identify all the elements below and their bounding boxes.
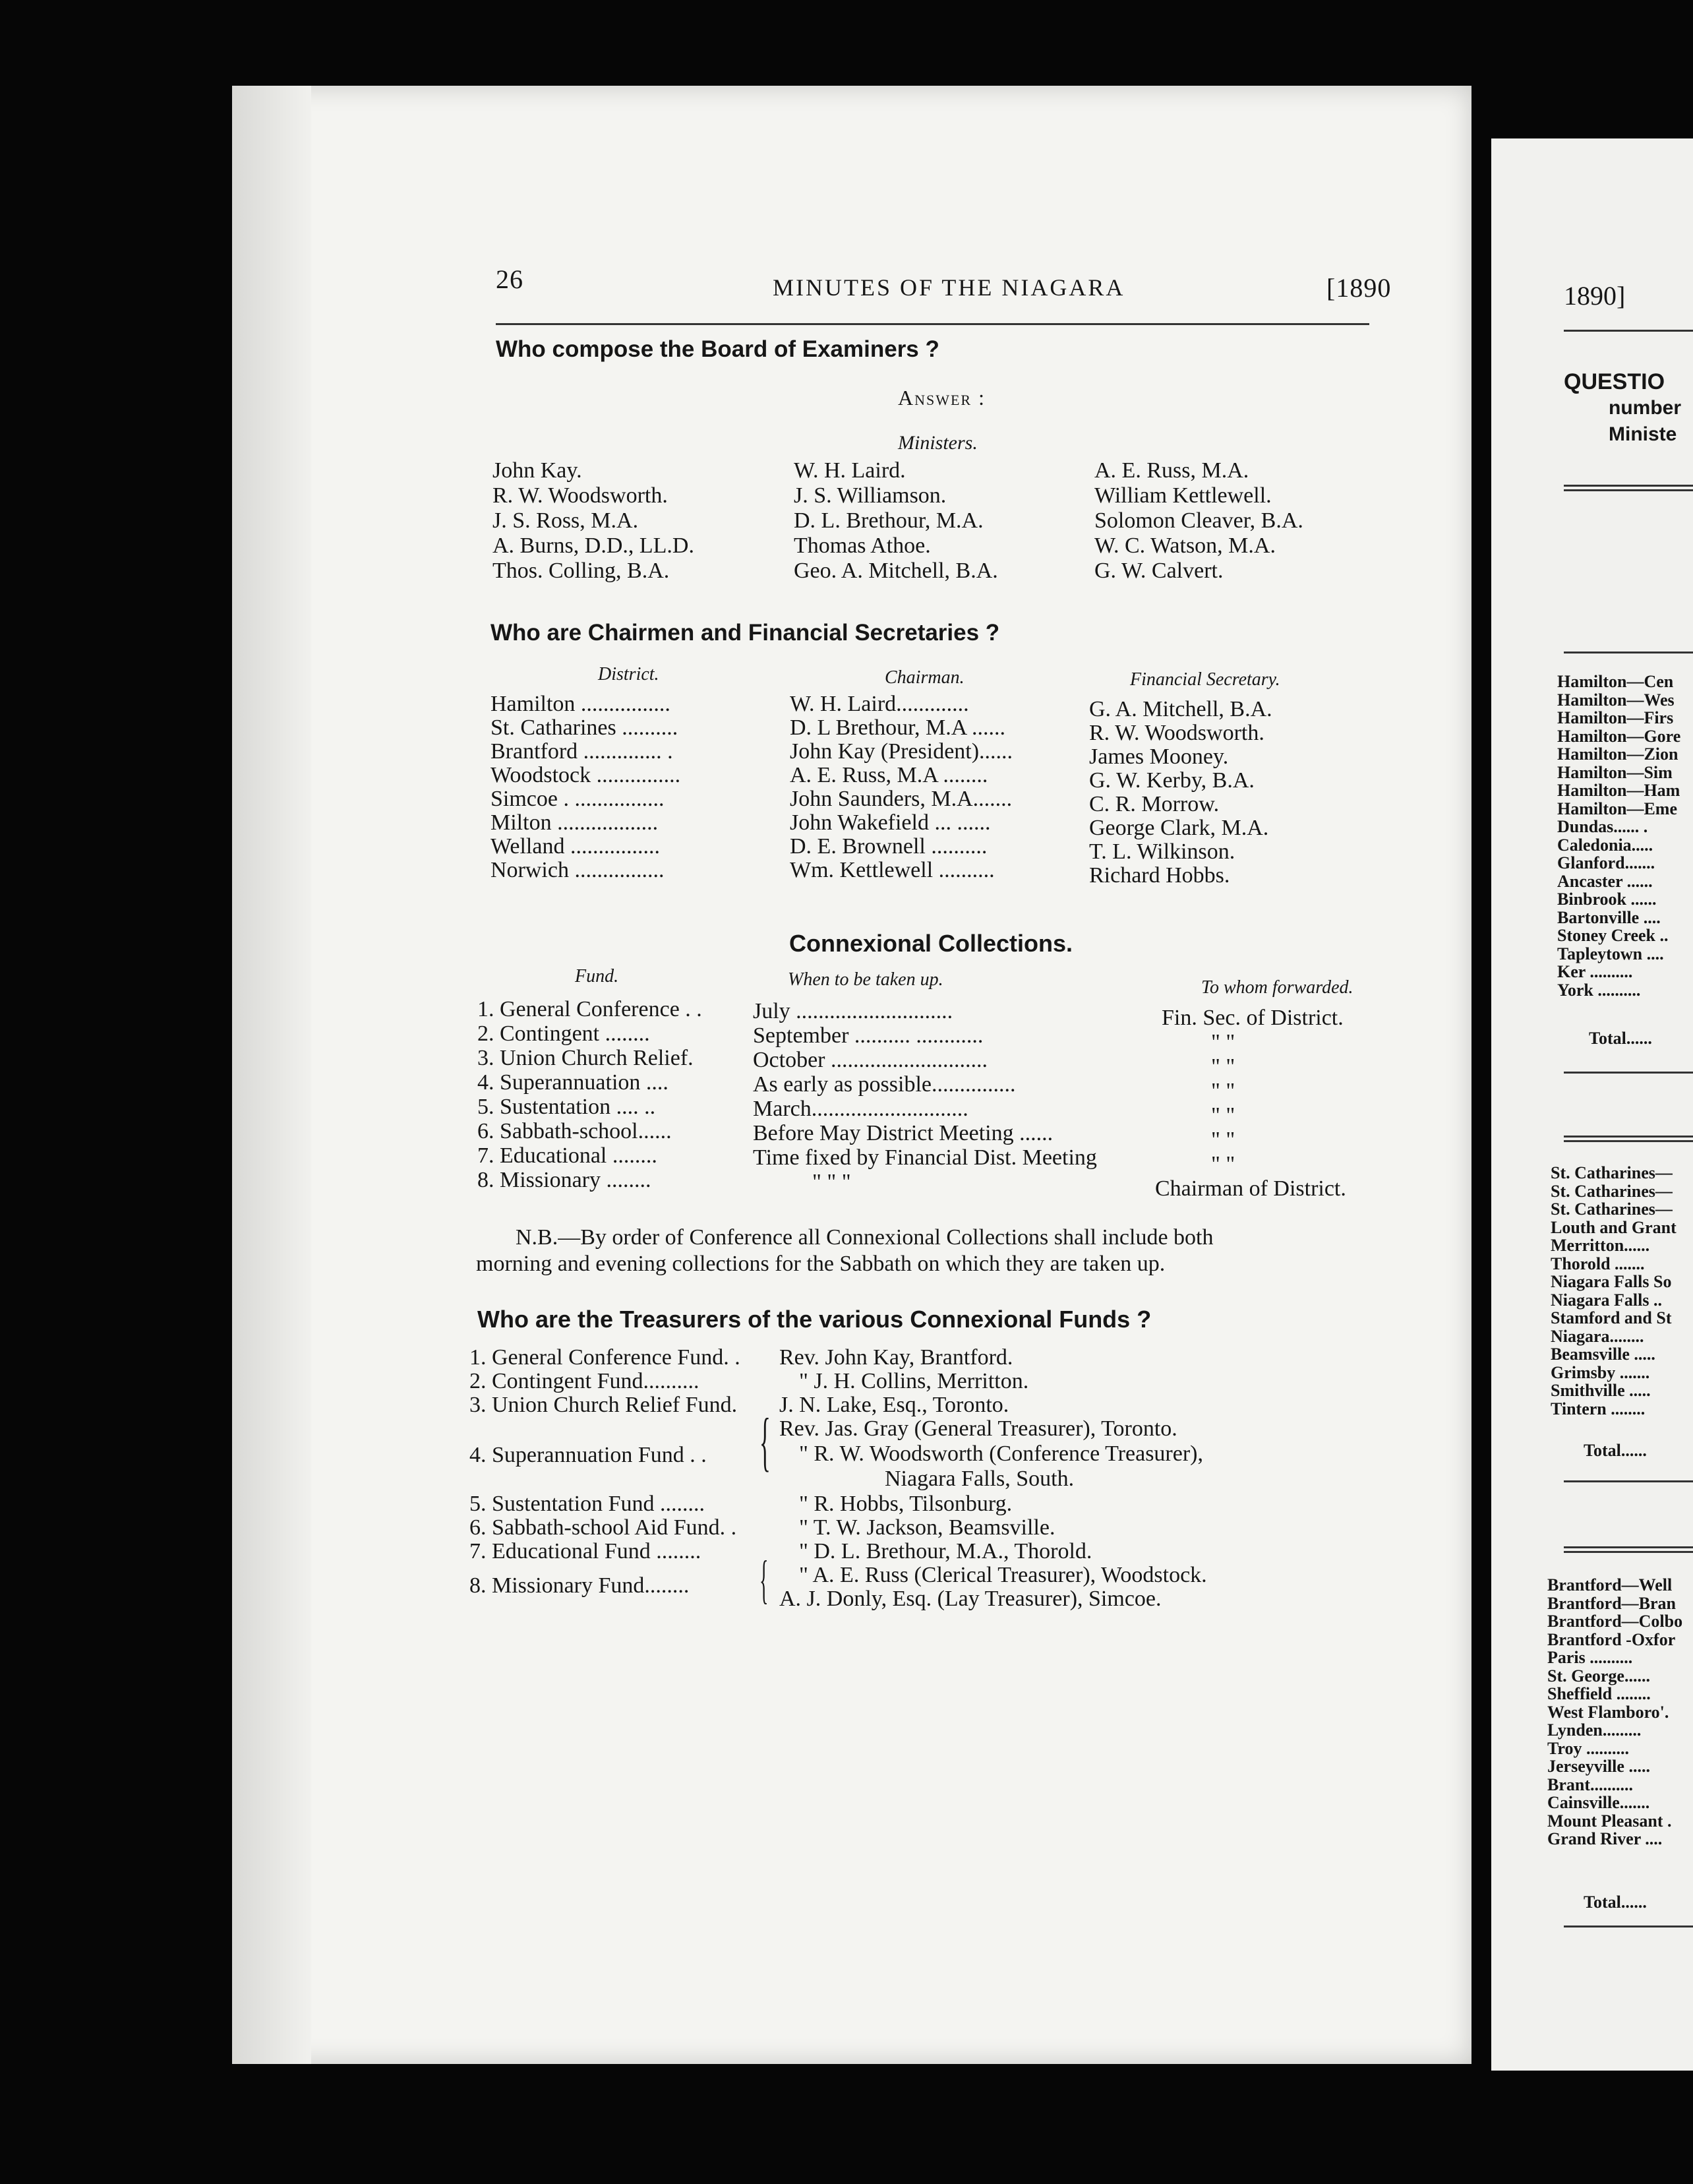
district-name: Welland ................ [490,834,660,859]
when-header: When to be taken up. [788,969,943,990]
circuit-name: Tapleytown .... [1557,944,1664,963]
district-name: Milton .................. [490,810,659,835]
chairmen-question: Who are Chairmen and Financial Secretaries ? [490,620,1000,646]
treasurers-question: Who are the Treasurers of the various Connexional Funds ? [477,1306,1152,1333]
to-whom-value: " " [1211,1030,1235,1054]
circuit-name: Lynden......... [1547,1720,1642,1740]
chairman-header: Chairman. [885,667,965,688]
right-double-rule [1564,1546,1693,1553]
circuit-name: Troy .......... [1547,1738,1629,1758]
examiner-name: Geo. A. Mitchell, B.A. [794,559,998,583]
chairman-name: A. E. Russ, M.A ........ [790,763,988,787]
circuit-name: Hamilton—Firs [1557,708,1674,727]
circuit-name: Hamilton—Gore [1557,726,1681,746]
circuit-name: Thorold ....... [1551,1254,1645,1273]
examiner-name: Thos. Colling, B.A. [492,559,670,583]
secretary-name: G. W. Kerby, B.A. [1089,768,1255,793]
nb-note-line1: N.B.—By order of Conference all Connexional Collections shall include both [516,1225,1214,1250]
chairmen-districts [490,692,680,882]
treasurer-name: " D. L. Brethour, M.A., Thorold. [799,1539,1092,1563]
circuit-name: Ancaster ...... [1557,871,1653,891]
when-value: Time fixed by Financial Dist. Meeting [753,1145,1097,1170]
examiners-col2 [794,458,998,584]
right-page [1491,138,1693,2071]
district-name: Woodstock ............... [490,763,681,787]
treasurer-name: Niagara Falls, South. [885,1467,1075,1491]
treasurer-fund: 3. Union Church Relief Fund. [469,1393,738,1417]
brace-icon: { [759,1405,771,1478]
chairman-name: D. L Brethour, M.A ...... [790,715,1005,740]
when-value: " " " [812,1170,851,1194]
when-value: October ............................ [753,1048,988,1072]
brace-icon: { [759,1551,769,1609]
right-double-rule [1564,485,1693,491]
right-header-rule [1564,330,1693,332]
circuit-name: Bartonville .... [1557,907,1661,927]
right-group2 [1551,1164,1677,1418]
examiner-name: G. W. Calvert. [1094,559,1224,583]
circuit-name: Brantford—Well [1547,1575,1673,1594]
circuit-name: Dundas...... . [1557,817,1648,836]
circuit-name: Hamilton—Zion [1557,744,1678,764]
circuit-name: Niagara........ [1551,1326,1644,1346]
secretary-name: C. R. Morrow. [1089,792,1220,816]
circuit-name: Hamilton—Wes [1557,690,1675,710]
circuit-name: Stoney Creek .. [1557,926,1669,945]
circuit-name: Grimsby ....... [1551,1362,1650,1382]
treasurer-name: J. N. Lake, Esq., Toronto. [779,1393,1009,1417]
right-rule [1564,1072,1693,1074]
treasurer-fund: 5. Sustentation Fund ........ [469,1492,705,1516]
header-year: [1890 [1326,273,1392,303]
nb-note-line2: morning and evening collections for the Sabbath on which they are taken up. [476,1252,1166,1276]
examiner-name: Thomas Athoe. [794,533,931,558]
treasurer-name: " J. H. Collins, Merritton. [799,1369,1029,1393]
ministers-label: Ministers. [898,432,978,454]
chairman-name: D. E. Brownell .......... [790,834,988,859]
examiner-name: W. C. Watson, M.A. [1094,533,1276,558]
treasurer-fund: 1. General Conference Fund. . [469,1345,740,1370]
district-name: Simcoe . ................ [490,787,665,811]
treasurer-fund: 2. Contingent Fund.......... [469,1369,699,1393]
chairman-name: Wm. Kettlewell .......... [790,858,995,882]
circuit-name: Hamilton—Cen [1557,672,1674,691]
fund-name: 2. Contingent ........ [477,1021,650,1046]
circuit-name: Glanford....... [1557,853,1655,872]
district-header: District. [598,664,659,684]
circuit-name: Hamilton—Sim [1557,762,1673,782]
examiner-name: W. H. Laird. [794,458,906,483]
examiner-name: A. E. Russ, M.A. [1094,458,1249,483]
right-group3 [1547,1576,1682,1848]
circuit-name: Brantford—Bran [1547,1593,1676,1613]
right-heading-line1: QUESTIO [1564,369,1665,394]
fund-name: 3. Union Church Relief. [477,1046,694,1070]
circuit-name: Caledonia..... [1557,835,1653,855]
examiners-col3 [1094,458,1303,584]
circuit-name: Cainsville....... [1547,1793,1650,1812]
secretary-name: George Clark, M.A. [1089,816,1269,840]
treasurer-name: " R. Hobbs, Tilsonburg. [799,1492,1013,1516]
to-whom-value: " " [1211,1079,1235,1103]
secretary-name: Richard Hobbs. [1089,863,1230,888]
right-total-1: Total...... [1589,1029,1652,1048]
treasurer-name: " A. E. Russ (Clerical Treasurer), Woodstock. [799,1563,1207,1587]
fund-name: 4. Superannuation .... [477,1070,668,1095]
circuit-name: Brantford -Oxfor [1547,1629,1676,1649]
circuit-name: Brant.......... [1547,1774,1633,1794]
secretary-name: T. L. Wilkinson. [1089,839,1235,864]
district-name: St. Catharines .......... [490,715,678,740]
when-value: March............................ [753,1097,968,1121]
chairmen-names [790,692,1013,882]
right-heading-line2: number [1609,397,1682,419]
to-whom-value: " " [1211,1103,1235,1128]
circuit-name: St. Catharines— [1551,1181,1673,1201]
right-group1 [1557,673,1680,999]
secretary-header: Financial Secretary. [1130,669,1280,690]
circuit-name: Grand River .... [1547,1829,1663,1848]
examiners-col1 [492,458,694,584]
secretary-name: R. W. Woodsworth. [1089,721,1264,745]
secretaries [1089,698,1272,888]
to-whom-value: " " [1211,1128,1235,1152]
treasurer-fund: 8. Missionary Fund........ [469,1573,690,1598]
left-page [232,86,1471,2064]
circuit-name: Paris .......... [1547,1648,1633,1667]
when-value: July ............................ [753,999,953,1023]
treasurer-name: Rev. Jas. Gray (General Treasurer), Toronto. [779,1416,1177,1441]
collections-to-whom [1155,1006,1346,1201]
examiner-name: Solomon Cleaver, B.A. [1094,508,1303,533]
circuit-name: Merritton...... [1551,1236,1650,1255]
district-name: Brantford .............. . [490,739,673,764]
circuit-name: Ker .......... [1557,962,1633,981]
circuit-name: Niagara Falls So [1551,1272,1672,1291]
circuit-name: Tintern ........ [1551,1399,1646,1418]
chairman-name: W. H. Laird............. [790,692,969,716]
treasurer-fund: 6. Sabbath-school Aid Fund. . [469,1515,737,1540]
fund-header: Fund. [575,966,619,986]
to-whom-value: " " [1211,1152,1235,1176]
circuit-name: Mount Pleasant . [1547,1811,1672,1831]
running-title: MINUTES OF THE NIAGARA [773,274,1125,301]
examiner-name: J. S. Ross, M.A. [492,508,639,533]
circuit-name: Niagara Falls .. [1551,1290,1662,1310]
examiner-name: A. Burns, D.D., LL.D. [492,533,694,558]
circuit-name: York .......... [1557,980,1641,1000]
to-whom-value: Chairman of District. [1155,1176,1346,1201]
secretary-name: G. A. Mitchell, B.A. [1089,697,1272,721]
circuit-name: Stamford and St [1551,1308,1672,1327]
collections-funds [477,997,702,1192]
circuit-name: Sheffield ........ [1547,1684,1651,1703]
fund-name: 1. General Conference . . [477,997,702,1021]
examiner-name: John Kay. [492,458,582,483]
fund-name: 6. Sabbath-school...... [477,1119,672,1143]
circuit-name: Brantford—Colbo [1547,1612,1683,1631]
treasurer-fund: 7. Educational Fund ........ [469,1539,701,1563]
circuit-name: St. George...... [1547,1666,1650,1685]
examiner-name: J. S. Williamson. [794,483,947,508]
district-name: Norwich ................ [490,858,665,882]
circuit-name: Smithville ..... [1551,1381,1651,1400]
when-value: Before May District Meeting ...... [753,1121,1054,1145]
circuit-name: Binbrook ...... [1557,890,1657,909]
circuit-name: West Flamboro'. [1547,1702,1669,1722]
treasurers-list [469,1345,1392,1741]
circuit-name: Jerseyville ..... [1547,1757,1650,1776]
circuit-name: Louth and Grant [1551,1217,1677,1237]
to-whom-value: Fin. Sec. of District. [1162,1006,1344,1030]
treasurer-name: " R. W. Woodsworth (Conference Treasurer), [799,1441,1203,1466]
when-value: As early as possible............... [753,1072,1016,1097]
secretary-name: James Mooney. [1089,744,1229,769]
page-number: 26 [496,264,523,294]
collections-title: Connexional Collections. [789,930,1073,957]
right-total-2: Total...... [1584,1441,1647,1460]
right-total-3: Total...... [1584,1893,1647,1912]
header-rule [496,323,1369,325]
fund-name: 7. Educational ........ [477,1143,657,1168]
when-value: September .......... ............ [753,1023,984,1048]
examiner-name: D. L. Brethour, M.A. [794,508,984,533]
right-heading-line3: Ministe [1609,423,1677,445]
right-rule [1564,1926,1693,1927]
circuit-name: St. Catharines— [1551,1163,1673,1182]
fund-name: 5. Sustentation .... .. [477,1095,656,1119]
examiner-name: William Kettlewell. [1094,483,1272,508]
right-double-rule [1564,1136,1693,1142]
district-name: Hamilton ................ [490,692,670,716]
right-rule [1564,1480,1693,1482]
chairman-name: John Kay (President)...... [790,739,1013,764]
right-page-year: 1890] [1564,281,1626,311]
fund-name: 8. Missionary ........ [477,1168,651,1192]
examiner-name: R. W. Woodsworth. [492,483,668,508]
page-edge [232,86,311,2064]
circuit-name: St. Catharines— [1551,1199,1673,1219]
treasurer-name: Rev. John Kay, Brantford. [779,1345,1013,1370]
chairman-name: John Wakefield ... ...... [790,810,991,835]
circuit-name: Hamilton—Eme [1557,799,1677,818]
treasurer-fund: 4. Superannuation Fund . . [469,1443,707,1467]
answer-label: Answer : [898,386,986,410]
treasurer-name: A. J. Donly, Esq. (Lay Treasurer), Simcoe. [779,1587,1162,1611]
to-whom-header: To whom forwarded. [1201,977,1353,998]
treasurer-name: " T. W. Jackson, Beamsville. [799,1515,1055,1540]
chairman-name: John Saunders, M.A....... [790,787,1013,811]
collections-when [753,999,1097,1194]
right-rule [1564,652,1693,653]
circuit-name: Hamilton—Ham [1557,781,1680,800]
examiners-question: Who compose the Board of Examiners ? [496,336,939,362]
circuit-name: Beamsville ..... [1551,1345,1655,1364]
to-whom-value: " " [1211,1054,1235,1079]
